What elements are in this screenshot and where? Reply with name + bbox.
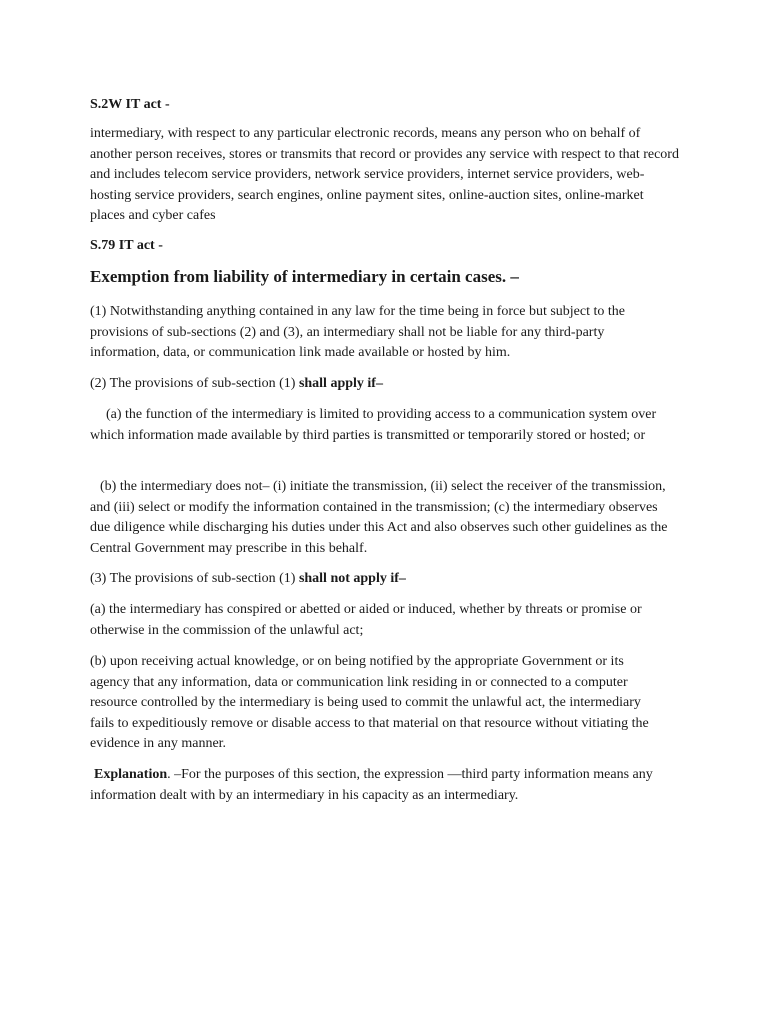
explanation-text: . –For the purposes of this section, the expression —third party information means any information dealt with by an intermediary in his capacity as an intermediary. [90, 767, 653, 803]
explanation-label: Explanation [94, 767, 168, 782]
clause-3a: (a) the intermediary has conspired or abetted or aided or induced, whether by threats or promise or otherwise in the commission of the unlawful act; [90, 602, 642, 638]
clause-3b: (b) upon receiving actual knowledge, or on being notified by the appropriate Government or its agency that any information, data or communication link residing in or connected to a computer resource controlled by the intermediary is being used to commit the unlawful act, the intermediary fails to expeditiously remove or disable access to that material on that resource without vitiating the evidence in any manner. [90, 654, 649, 751]
s2w-definition: intermediary, with respect to any particular electronic records, means any person who on behalf of another person receives, stores or transmits that record or provides any service with respect to that record and includes telecom service providers, network service providers, internet service providers, web-hosting service providers, search engines, online payment sites, online-auction sites, online-market places and cyber cafes [90, 126, 679, 223]
clause-2a: (a) the function of the intermediary is limited to providing access to a communication system over which information made available by third parties is transmitted or temporarily stored or hosted; or [90, 407, 657, 443]
clause-3-prefix: (3) The provisions of sub-section (1) [90, 571, 299, 586]
clause-2-bold: shall apply if– [298, 376, 383, 391]
s79-title: Exemption from liability of intermediary in certain cases. – [90, 267, 519, 286]
clause-2 [90, 374, 680, 395]
clause-2b: (b) the intermediary does not– (i) initiate the transmission, (ii) select the receiver of the transmission, and (iii) select or modify the information contained in the transmission; (c) the intermediary observes due diligence while discharging his duties under this Act and also observes such other guidelines as the Central Government may prescribe in this behalf. [90, 479, 668, 556]
clause-3 [90, 569, 680, 590]
explanation [90, 765, 680, 806]
clause-2-prefix: (2) The provisions of sub-section (1) [90, 376, 299, 391]
clause-1: (1) Notwithstanding anything contained in any law for the time being in force but subject to the provisions of sub-sections (2) and (3), an intermediary shall not be liable for any third-party information, data, or communication link made available or hosted by him. [90, 304, 625, 360]
clause-3-bold: shall not apply if– [298, 571, 406, 586]
s79-heading: S.79 IT act - [90, 238, 163, 253]
s2w-heading: S.2W IT act - [90, 97, 170, 112]
